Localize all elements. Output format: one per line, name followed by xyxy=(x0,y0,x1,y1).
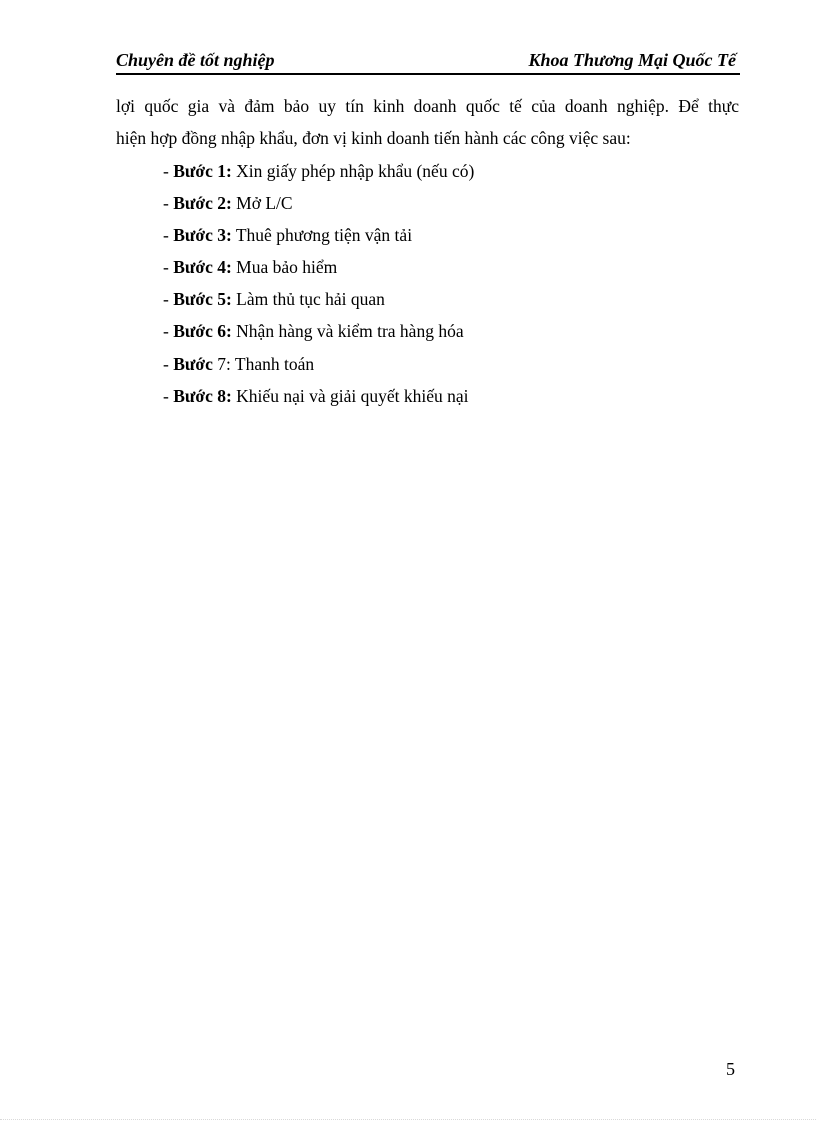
step-item-5 xyxy=(163,283,474,315)
header-faculty-name: Khoa Thương Mại Quốc Tế xyxy=(528,50,736,70)
paragraph-line-2: hiện hợp đồng nhập khẩu, đơn vị kinh doanh tiến hành các công việc sau: xyxy=(116,128,631,148)
step-text: Thuê phương tiện vận tải xyxy=(231,225,413,246)
step-dash: - xyxy=(163,225,174,246)
header-thesis-title: Chuyên đề tốt nghiệp xyxy=(116,50,275,70)
step-text: Nhận hàng và kiểm tra hàng hóa xyxy=(231,321,464,342)
step-dash: - xyxy=(163,289,174,310)
step-text: Khiếu nại và giải quyết khiếu nại xyxy=(231,385,469,406)
step-dash: - xyxy=(163,321,174,342)
step-text: Mua bảo hiểm xyxy=(231,257,338,278)
step-label: Bước 8: xyxy=(173,385,232,406)
step-item-7 xyxy=(163,348,474,380)
paragraph-line-1: lợi quốc gia và đảm bảo uy tín kinh doanh quốc tế của doanh nghiệp. Để thực xyxy=(116,96,739,116)
step-text: Xin giấy phép nhập khẩu (nếu có) xyxy=(231,161,475,181)
page-bottom-divider xyxy=(0,1119,816,1120)
page-header xyxy=(116,47,740,75)
step-label: Bước 6: xyxy=(173,321,232,342)
step-item-8 xyxy=(163,380,474,412)
step-label: Bước 2: xyxy=(173,193,232,214)
step-item-3 xyxy=(163,219,474,251)
step-label: Bước 3: xyxy=(173,225,232,246)
step-label: Bước 5: xyxy=(173,289,232,310)
step-text: Mở L/C xyxy=(231,193,293,214)
step-text: Làm thủ tục hải quan xyxy=(231,289,385,310)
step-dash: - xyxy=(163,257,174,278)
step-dash: - xyxy=(163,161,174,181)
step-item-6 xyxy=(163,315,474,347)
step-item-4 xyxy=(163,251,474,283)
step-label: Bước 1: xyxy=(173,161,232,181)
step-label: Bước 4: xyxy=(173,257,232,278)
step-dash: - xyxy=(163,385,174,406)
step-item-2 xyxy=(163,187,474,219)
body-paragraph xyxy=(116,90,739,154)
step-text: 7: Thanh toán xyxy=(212,353,315,374)
steps-list xyxy=(163,155,474,412)
step-item-1 xyxy=(163,155,474,187)
page-number: 5 xyxy=(726,1059,735,1079)
step-label: Bước xyxy=(173,353,213,374)
step-dash: - xyxy=(163,353,174,374)
step-dash: - xyxy=(163,193,174,214)
